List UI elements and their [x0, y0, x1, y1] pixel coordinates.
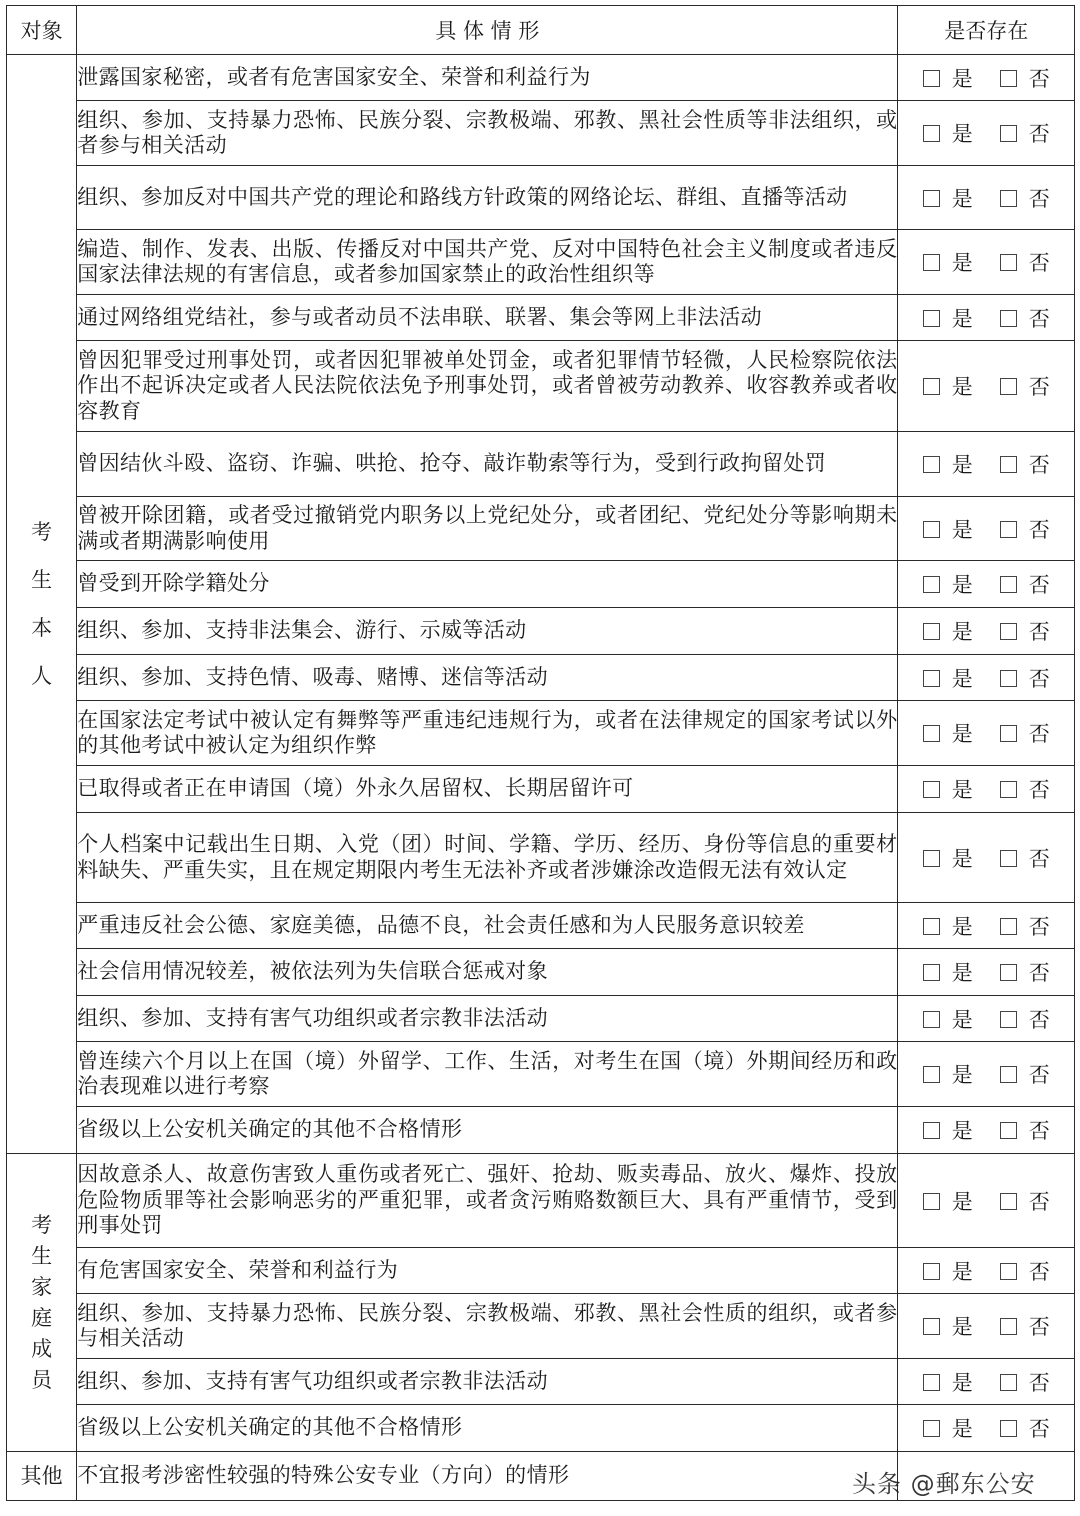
group-label-char: 人	[31, 664, 53, 688]
no-checkbox[interactable]	[1000, 1193, 1017, 1210]
yes-checkbox[interactable]	[923, 670, 940, 687]
no-checkbox[interactable]	[1000, 964, 1017, 981]
table-row	[7, 1294, 1075, 1359]
yes-checkbox[interactable]	[923, 456, 940, 473]
yes-checkbox[interactable]	[923, 1122, 940, 1139]
header-situation: 具 体 情 形	[77, 6, 898, 55]
situation-text: 已取得或者正在申请国（境）外永久居留权、长期居留许可	[77, 766, 898, 813]
exists-options	[898, 1405, 1075, 1452]
exists-options	[898, 432, 1075, 497]
no-checkbox[interactable]	[1000, 378, 1017, 395]
no-checkbox[interactable]	[1000, 1011, 1017, 1028]
no-checkbox[interactable]	[1000, 918, 1017, 935]
no-checkbox[interactable]	[1000, 1122, 1017, 1139]
yes-label: 是	[951, 306, 973, 331]
exists-options	[898, 813, 1075, 903]
no-label: 否	[1028, 573, 1050, 597]
yes-checkbox[interactable]	[923, 310, 940, 327]
group-label-vertical	[7, 1210, 76, 1396]
table-row	[7, 432, 1075, 497]
exists-options	[898, 561, 1075, 608]
yes-label: 是	[951, 666, 973, 691]
political-review-form-table	[6, 5, 1075, 1501]
yes-label: 是	[951, 122, 973, 146]
no-label: 否	[1028, 306, 1050, 331]
yes-checkbox[interactable]	[923, 1011, 940, 1028]
table-header-row	[7, 6, 1075, 55]
yes-checkbox[interactable]	[923, 576, 940, 593]
yes-checkbox[interactable]	[923, 918, 940, 935]
exists-options	[898, 949, 1075, 996]
yes-label: 是	[951, 573, 973, 597]
yes-label: 是	[951, 846, 973, 871]
header-object: 对象	[7, 6, 77, 55]
situation-text: 省级以上公安机关确定的其他不合格情形	[77, 1405, 898, 1452]
exists-options	[898, 1248, 1075, 1294]
yes-checkbox[interactable]	[923, 70, 940, 87]
no-label: 否	[1028, 778, 1050, 802]
exists-options	[898, 341, 1075, 432]
no-label: 否	[1028, 453, 1050, 477]
yes-label: 是	[951, 251, 973, 275]
no-checkbox[interactable]	[1000, 1066, 1017, 1083]
yes-checkbox[interactable]	[923, 850, 940, 867]
situation-text: 编造、制作、发表、出版、传播反对中国共产党、反对中国特色社会主义制度或者违反国家法律法规的有害信息，或者参加国家禁止的政治性组织等	[77, 230, 898, 295]
no-label: 否	[1028, 186, 1050, 211]
exists-options	[898, 1042, 1075, 1107]
yes-label: 是	[951, 1119, 973, 1143]
table-row	[7, 295, 1075, 341]
yes-label: 是	[951, 620, 973, 644]
table-row	[7, 949, 1075, 996]
yes-label: 是	[951, 1417, 973, 1441]
yes-label: 是	[951, 1370, 973, 1395]
no-checkbox[interactable]	[1000, 70, 1017, 87]
yes-checkbox[interactable]	[923, 725, 940, 742]
header-exists: 是否存在	[898, 6, 1075, 55]
yes-checkbox[interactable]	[923, 1193, 940, 1210]
group-label-other: 其他	[7, 1452, 77, 1501]
yes-label: 是	[951, 1063, 973, 1087]
exists-options	[898, 497, 1075, 561]
table-row	[7, 1248, 1075, 1294]
no-label: 否	[1028, 846, 1050, 871]
exists-options	[898, 903, 1075, 949]
yes-checkbox[interactable]	[923, 1066, 940, 1083]
group-label-char: 生	[31, 568, 53, 592]
yes-checkbox[interactable]	[923, 125, 940, 142]
no-checkbox[interactable]	[1000, 725, 1017, 742]
no-checkbox[interactable]	[1000, 310, 1017, 327]
no-label: 否	[1028, 961, 1050, 985]
situation-text: 组织、参加、支持有害气功组织或者宗教非法活动	[77, 996, 898, 1042]
no-label: 否	[1028, 914, 1050, 939]
no-label: 否	[1028, 251, 1050, 275]
no-label: 否	[1028, 517, 1050, 542]
no-checkbox[interactable]	[1000, 576, 1017, 593]
yes-checkbox[interactable]	[923, 781, 940, 798]
group-label-vertical	[7, 508, 76, 700]
situation-text: 组织、参加、支持色情、吸毒、赌博、迷信等活动	[77, 655, 898, 701]
no-label: 否	[1028, 1259, 1050, 1284]
yes-label: 是	[951, 1007, 973, 1032]
no-checkbox[interactable]	[1000, 781, 1017, 798]
no-label: 否	[1028, 1119, 1050, 1143]
exists-options	[898, 766, 1075, 813]
no-label: 否	[1028, 66, 1050, 91]
exists-options	[898, 701, 1075, 766]
yes-label: 是	[951, 375, 973, 399]
table-row	[7, 766, 1075, 813]
no-label: 否	[1028, 722, 1050, 746]
table-row	[7, 1359, 1075, 1405]
no-label: 否	[1028, 1063, 1050, 1087]
situation-text: 曾连续六个月以上在国（境）外留学、工作、生活，对考生在国（境）外期间经历和政治表现难以进行考察	[77, 1042, 898, 1107]
exists-options	[898, 608, 1075, 655]
no-checkbox[interactable]	[1000, 670, 1017, 687]
no-label: 否	[1028, 375, 1050, 399]
exists-options	[898, 166, 1075, 230]
situation-text: 泄露国家秘密，或者有危害国家安全、荣誉和利益行为	[77, 55, 898, 101]
group-label-char: 成	[31, 1336, 53, 1361]
situation-text: 有危害国家安全、荣誉和利益行为	[77, 1248, 898, 1294]
situation-text: 组织、参加、支持有害气功组织或者宗教非法活动	[77, 1359, 898, 1405]
yes-checkbox[interactable]	[923, 1263, 940, 1280]
table-row	[7, 101, 1075, 166]
yes-label: 是	[951, 778, 973, 802]
table-row	[7, 903, 1075, 949]
situation-text: 曾因结伙斗殴、盗窃、诈骗、哄抢、抢夺、敲诈勒索等行为，受到行政拘留处罚	[77, 432, 898, 497]
situation-text: 社会信用情况较差，被依法列为失信联合惩戒对象	[77, 949, 898, 996]
no-label: 否	[1028, 1370, 1050, 1395]
table-row	[7, 813, 1075, 903]
situation-text: 曾因犯罪受过刑事处罚，或者因犯罪被单处罚金，或者犯罪情节轻微，人民检察院依法作出不起诉决定或者人民法院依法免予刑事处罚，或者曾被劳动教养、收容教养或者收容教育	[77, 341, 898, 432]
situation-text: 组织、参加、支持非法集会、游行、示威等活动	[77, 608, 898, 655]
table-row	[7, 55, 1075, 101]
exists-options	[898, 1294, 1075, 1359]
situation-text: 严重违反社会公德、家庭美德，品德不良，社会责任感和为人民服务意识较差	[77, 903, 898, 949]
situation-text: 曾被开除团籍，或者受过撤销党内职务以上党纪处分，或者团纪、党纪处分等影响期未满或者期满影响使用	[77, 497, 898, 561]
yes-label: 是	[951, 961, 973, 985]
exists-options	[898, 295, 1075, 341]
group-label-char: 庭	[31, 1305, 53, 1330]
situation-text: 组织、参加、支持暴力恐怖、民族分裂、宗教极端、邪教、黑社会性质的组织，或者参与相关活动	[77, 1294, 898, 1359]
table-row	[7, 561, 1075, 608]
group-label-char: 考	[31, 1212, 53, 1237]
yes-checkbox[interactable]	[923, 1374, 940, 1391]
exists-options	[898, 655, 1075, 701]
yes-label: 是	[951, 914, 973, 939]
table-row	[7, 1154, 1075, 1248]
no-checkbox[interactable]	[1000, 125, 1017, 142]
yes-checkbox[interactable]	[923, 623, 940, 640]
exists-options	[898, 101, 1075, 166]
yes-checkbox[interactable]	[923, 378, 940, 395]
no-label: 否	[1028, 620, 1050, 644]
table-row	[7, 655, 1075, 701]
table-row	[7, 608, 1075, 655]
table-row	[7, 230, 1075, 295]
no-checkbox[interactable]	[1000, 1374, 1017, 1391]
situation-text: 组织、参加、支持暴力恐怖、民族分裂、宗教极端、邪教、黑社会性质等非法组织，或者参与相关活动	[77, 101, 898, 166]
table-row	[7, 1107, 1075, 1154]
no-checkbox[interactable]	[1000, 456, 1017, 473]
situation-text: 组织、参加反对中国共产党的理论和路线方针政策的网络论坛、群组、直播等活动	[77, 166, 898, 230]
table-row	[7, 996, 1075, 1042]
no-label: 否	[1028, 1417, 1050, 1441]
situation-text: 在国家法定考试中被认定有舞弊等严重违纪违规行为，或者在法律规定的国家考试以外的其他考试中被认定为组织作弊	[77, 701, 898, 766]
no-label: 否	[1028, 122, 1050, 146]
no-checkbox[interactable]	[1000, 1318, 1017, 1335]
yes-checkbox[interactable]	[923, 964, 940, 981]
no-checkbox[interactable]	[1000, 1420, 1017, 1437]
watermark: 头条 @郵东公安	[852, 1470, 1036, 1498]
table-row	[7, 166, 1075, 230]
table-row	[7, 701, 1075, 766]
exists-options	[898, 996, 1075, 1042]
yes-label: 是	[951, 1259, 973, 1284]
exists-options	[898, 1359, 1075, 1405]
no-checkbox[interactable]	[1000, 1263, 1017, 1280]
yes-label: 是	[951, 517, 973, 542]
yes-label: 是	[951, 1189, 973, 1214]
table-row	[7, 1405, 1075, 1452]
group-label-family	[7, 1154, 77, 1452]
situation-text: 个人档案中记载出生日期、入党（团）时间、学籍、学历、经历、身份等信息的重要材料缺失、严重失实，且在规定期限内考生无法补齐或者涉嫌涂改造假无法有效认定	[77, 813, 898, 903]
yes-checkbox[interactable]	[923, 190, 940, 207]
yes-checkbox[interactable]	[923, 1318, 940, 1335]
no-checkbox[interactable]	[1000, 190, 1017, 207]
no-label: 否	[1028, 666, 1050, 691]
yes-label: 是	[951, 186, 973, 211]
group-label-char: 生	[31, 1243, 53, 1268]
table-row	[7, 497, 1075, 561]
yes-checkbox[interactable]	[923, 521, 940, 538]
situation-text: 曾受到开除学籍处分	[77, 561, 898, 608]
yes-checkbox[interactable]	[923, 254, 940, 271]
exists-options	[898, 55, 1075, 101]
no-checkbox[interactable]	[1000, 254, 1017, 271]
yes-label: 是	[951, 722, 973, 746]
group-label-char: 家	[31, 1274, 53, 1299]
table-row	[7, 1042, 1075, 1107]
no-label: 否	[1028, 1315, 1050, 1339]
exists-options	[898, 1154, 1075, 1248]
table-row	[7, 341, 1075, 432]
yes-checkbox[interactable]	[923, 1420, 940, 1437]
no-checkbox[interactable]	[1000, 850, 1017, 867]
no-label: 否	[1028, 1189, 1050, 1214]
no-label: 否	[1028, 1007, 1050, 1032]
group-label-char: 本	[31, 616, 53, 640]
situation-text: 不宜报考涉密性较强的特殊公安专业（方向）的情形	[77, 1452, 898, 1501]
exists-options	[898, 230, 1075, 295]
no-checkbox[interactable]	[1000, 521, 1017, 538]
yes-label: 是	[951, 453, 973, 477]
exists-options	[898, 1107, 1075, 1154]
group-label-self	[7, 55, 77, 1154]
situation-text: 通过网络组党结社，参与或者动员不法串联、联署、集会等网上非法活动	[77, 295, 898, 341]
group-label-char: 员	[31, 1367, 53, 1392]
situation-text: 省级以上公安机关确定的其他不合格情形	[77, 1107, 898, 1154]
no-checkbox[interactable]	[1000, 623, 1017, 640]
situation-text: 因故意杀人、故意伤害致人重伤或者死亡、强奸、抢劫、贩卖毒品、放火、爆炸、投放危险物质罪等社会影响恶劣的严重犯罪，或者贪污贿赂数额巨大、具有严重情节，受到刑事处罚	[77, 1154, 898, 1248]
group-label-char: 考	[31, 520, 53, 544]
yes-label: 是	[951, 1315, 973, 1339]
yes-label: 是	[951, 66, 973, 91]
